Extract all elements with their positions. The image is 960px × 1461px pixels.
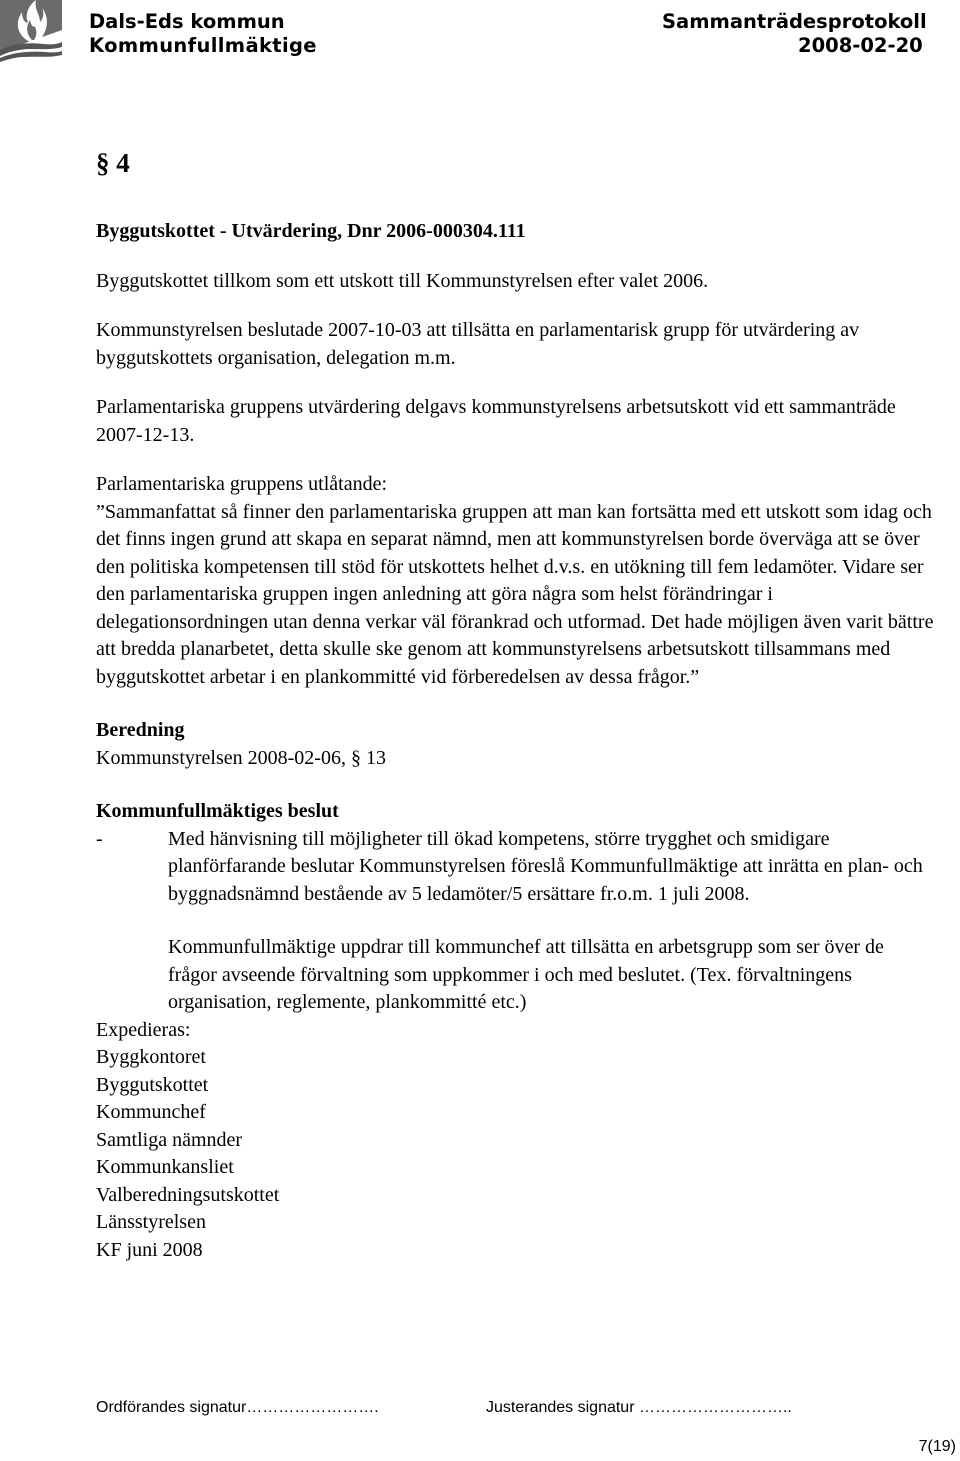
section-number: § 4 [96,148,130,178]
decision-extra: Kommunfullmäktige uppdrar till kommunchef att tillsätta en arbetsgrupp som ser över de frågor avseende förvaltning som uppkommer i och med beslutet. (Tex. förvaltningens organisation, reglemente, plankommitté etc.) [168,936,884,1013]
page-number: 7(19) [918,1438,956,1455]
dash-marker: - [96,827,103,850]
chair-signature: Ordförandes signatur……………………. [96,1399,379,1416]
distribution-item: Kommunkansliet [96,1156,234,1178]
header-left [89,10,317,58]
decision-item [96,826,936,909]
distribution-item: Länsstyrelsen [96,1211,206,1233]
statement-label: Parlamentariska gruppens utlåtande: [96,473,388,495]
adjuster-signature: Justerandes signatur ……………………….. [486,1399,792,1416]
distribution-item: KF juni 2008 [96,1238,203,1261]
header-right [662,10,927,58]
paragraph: Byggutskottet tillkom som ett utskott till Kommunstyrelsen efter valet 2006. [96,269,709,292]
flame-logo-icon [0,0,70,62]
org-name: Dals-Eds kommun [89,10,285,33]
preparation-heading: Beredning [96,719,185,741]
decision-heading: Kommunfullmäktiges beslut [96,800,339,822]
distribution-label: Expedieras: [96,1018,191,1041]
protocol-section [96,146,936,1264]
preparation-text: Kommunstyrelsen 2008-02-06, § 13 [96,746,386,769]
decision-list [96,826,936,909]
document-type: Sammanträdesprotokoll [662,10,927,33]
distribution-item: Kommunchef [96,1101,206,1123]
municipal-logo [0,0,70,62]
distribution-item: Samtliga nämnder [96,1128,243,1151]
distribution-item: Byggkontoret [96,1046,206,1068]
section-title: Byggutskottet - Utvärdering, Dnr 2006-000304.111 [96,220,526,242]
paragraph: Kommunstyrelsen beslutade 2007-10-03 att tillsätta en parlamentarisk grupp för utvärdering av byggutskottets organisation, delegation m.m. [96,319,860,369]
distribution-item: Byggutskottet [96,1073,209,1096]
statement-text: ”Sammanfattat så finner den parlamentariska gruppen att man kan fortsätta med ett utskott som idag och det finns ingen grund att skapa en separat nämnd, men att kommunstyrelsen borde överväga att se över den politiska kompetensen till stöd för utskottets helhet d.v.s. en utökning till fem ledamöter. Vidare ser den parlamentariska gruppen ingen anledning att göra några som helst förändringar i delegationsordningen utan denna verkar väl förankrad och utformad. Det hade möjligen även varit bättre att bredda planarbetet, detta skulle ske genom att kommunstyrelsens arbetsutskott tillsammans med byggutskottet arbetar i en plankommitté vid förberedelsen av dessa frågor.” [96,500,934,688]
distribution-item: Valberedningsutskottet [96,1183,280,1206]
paragraph: Parlamentariska gruppens utvärdering delgavs kommunstyrelsens arbetsutskott vid ett sammanträde 2007-12-13. [96,396,896,446]
decision-text: Med hänvisning till möjligheter till ökad kompetens, större trygghet och smidigare planförfarande beslutar Kommunstyrelsen föreslå Kommunfullmäktige att inrätta en plan- och byggnadsnämnd bestående av 5 ledamöter/5 ersättare fr.o.m. 1 juli 2008. [168,827,923,905]
distribution-list [96,1044,936,1264]
body-name: Kommunfullmäktige [89,34,317,57]
meeting-date: 2008-02-20 [798,34,923,57]
